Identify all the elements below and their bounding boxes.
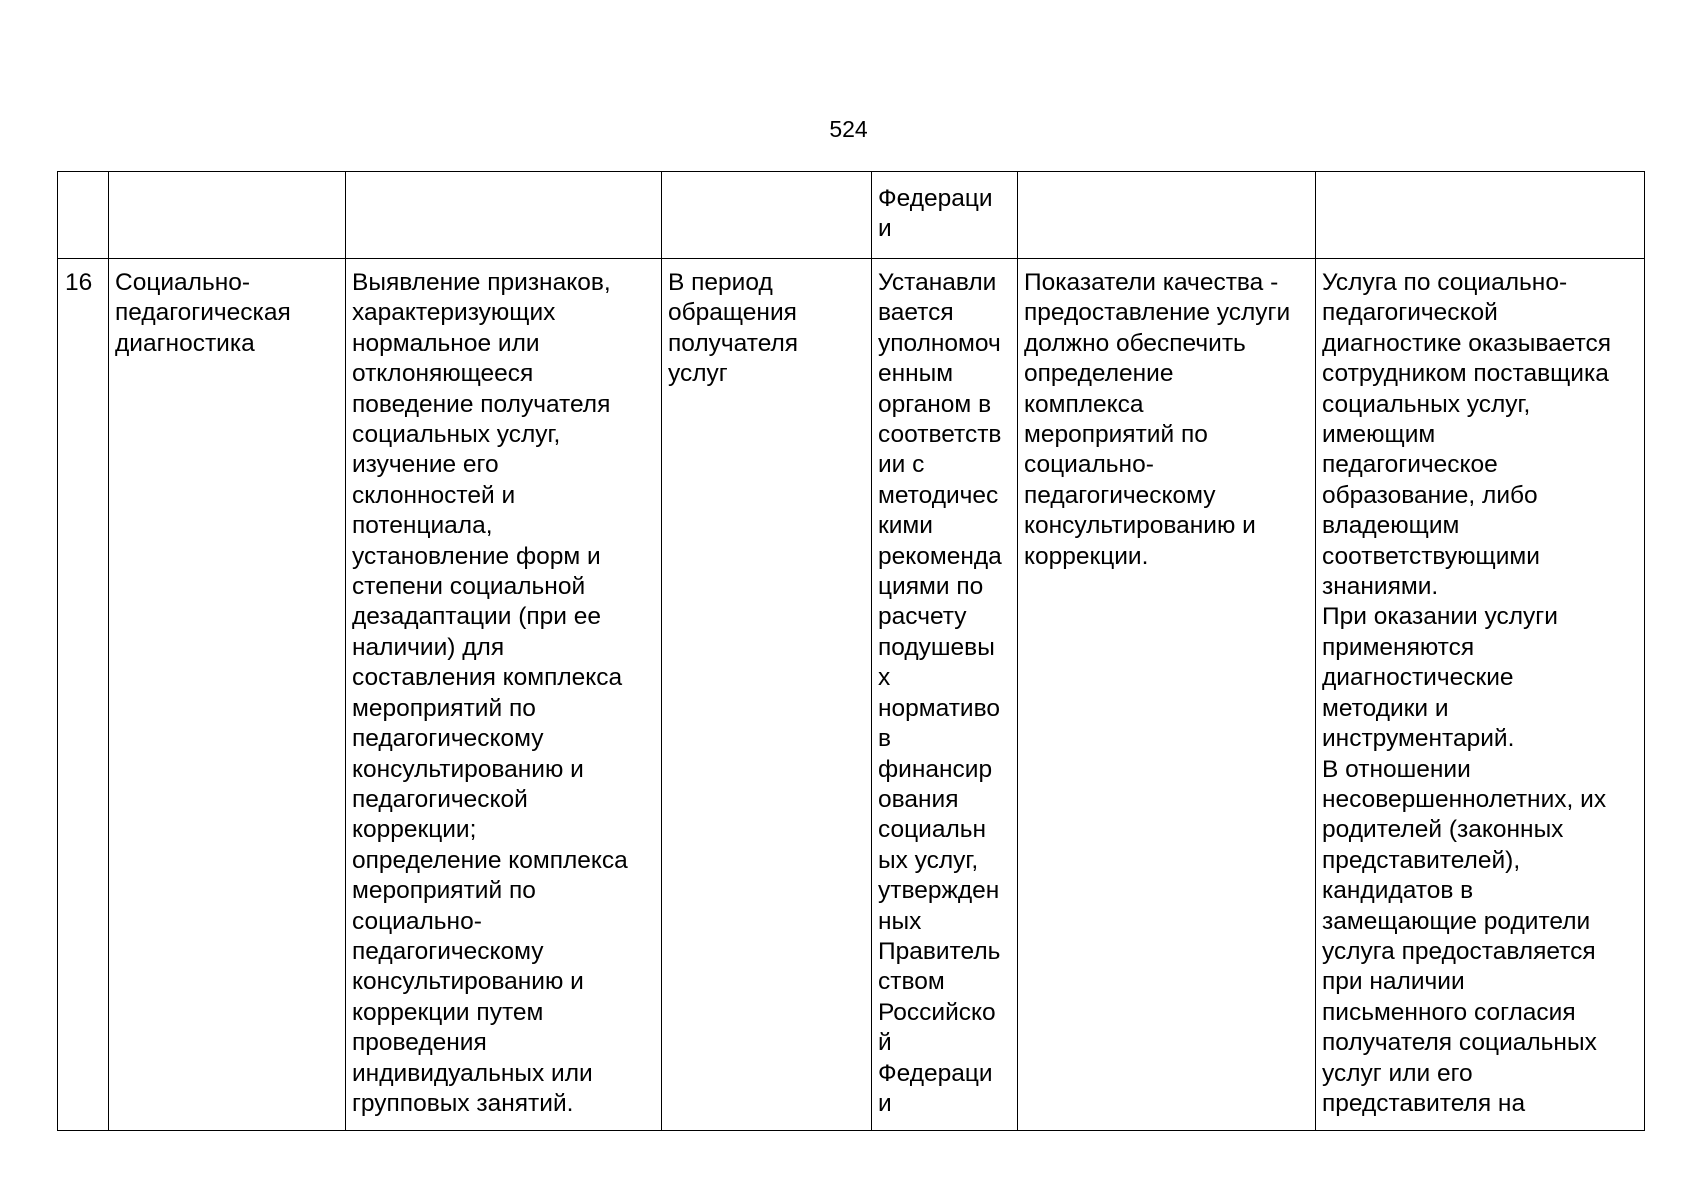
cell-service-cost: Устанавли вается уполномоч енным органом в соответств ии с методичес кими рекоменда циями по расчету подушевы х нормативо в финансир ования социальн ых услуг, утвержден ных Правитель ством Российско й Федераци и <box>872 259 1018 1131</box>
cell-service-description: Выявление признаков, характеризующих нормальное или отклоняющееся поведение получателя социальных услуг, изучение его склонностей и потенциала, установление форм и степени социальной дезадаптации (при ее наличии) для составления комплекса мероприятий по педагогическому консультированию и педагогической коррекции; определение комплекса мероприятий по социально- педагогическому консультированию и коррекции путем проведения индивидуальных или групповых занятий. <box>346 259 662 1131</box>
cell-quality-indicators <box>1018 172 1316 259</box>
cell-number: 16 <box>58 259 109 1131</box>
services-table <box>57 171 1645 1131</box>
cell-service-description <box>346 172 662 259</box>
page-number: 524 <box>829 116 868 142</box>
cell-service-period <box>662 172 872 259</box>
cell-number <box>58 172 109 259</box>
cell-service-conditions <box>1316 172 1645 259</box>
cell-service-conditions: Услуга по социально- педагогической диагностике оказывается сотрудником поставщика социальных услуг, имеющим педагогическое образование, либо владеющим соответствующими знаниями. При оказании услуги применяются диагностические методики и инструментарий. В отношении несовершеннолетних, их родителей (законных представителей), кандидатов в замещающие родители услуга предоставляется при наличии письменного согласия получателя социальных услуг или его представителя на <box>1316 259 1645 1131</box>
cell-service-name: Социально- педагогическая диагностика <box>109 259 346 1131</box>
table-row-continuation <box>58 172 1645 259</box>
cell-service-name <box>109 172 346 259</box>
cell-quality-indicators: Показатели качества - предоставление услуги должно обеспечить определение комплекса мероприятий по социально- педагогическому консультированию и коррекции. <box>1018 259 1316 1131</box>
cell-service-cost: Федераци и <box>872 172 1018 259</box>
table-row-service-16 <box>58 259 1645 1131</box>
cell-service-period: В период обращения получателя услуг <box>662 259 872 1131</box>
